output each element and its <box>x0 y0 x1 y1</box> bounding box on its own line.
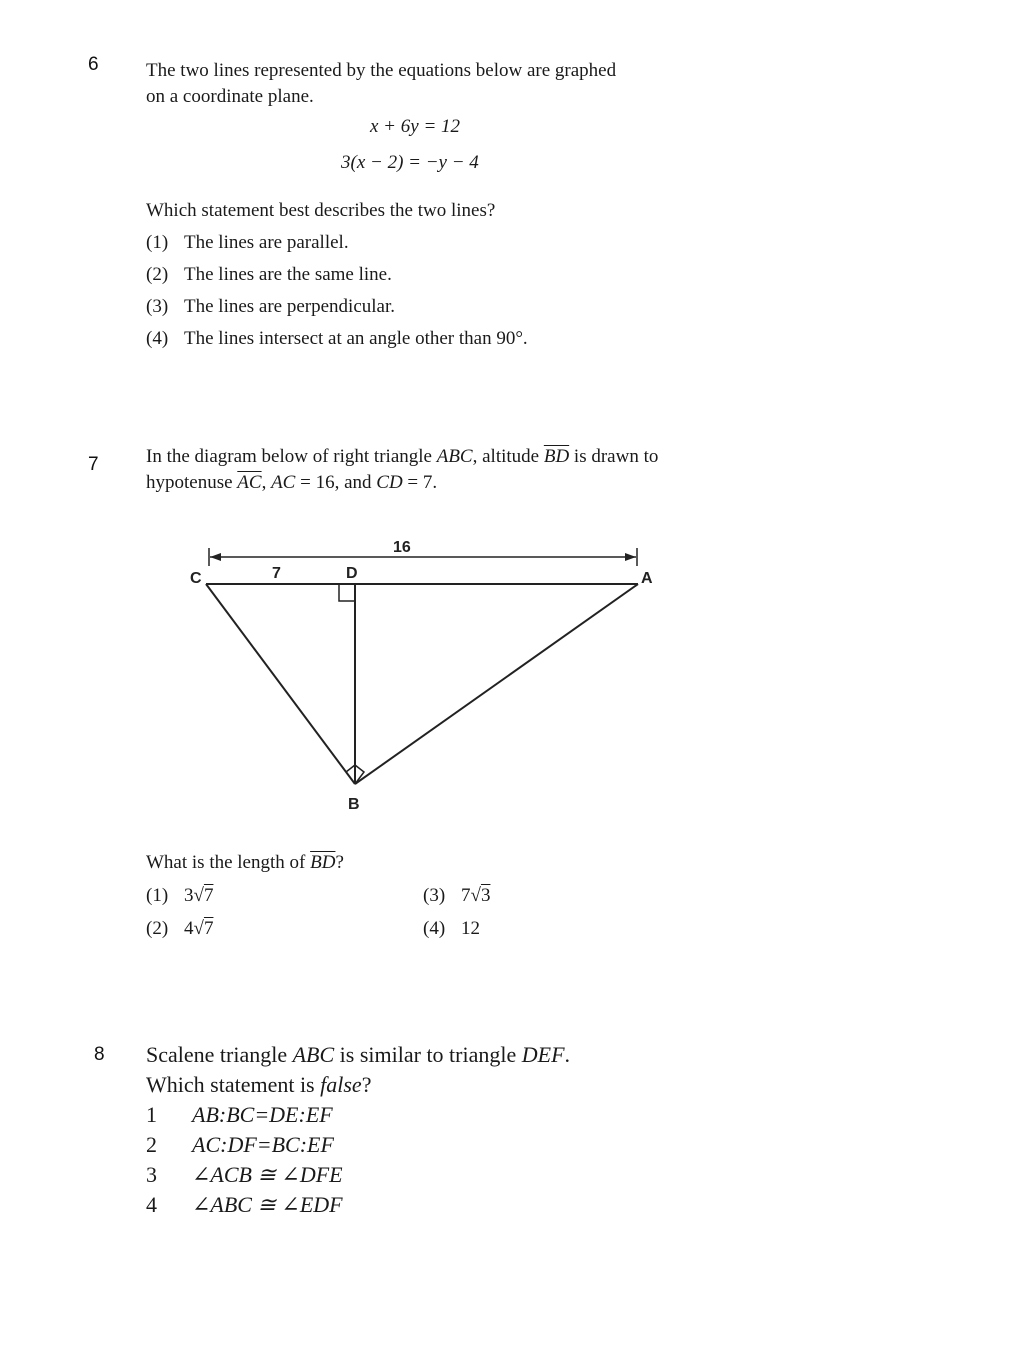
dimension-arrow-right <box>625 553 636 561</box>
q6-stem-line1: The two lines represented by the equations below are graphed <box>146 60 617 81</box>
question-number-6: 6 <box>88 54 99 75</box>
q8-choice-3[interactable]: 3 ∠ACB ≅ ∠DFE <box>146 1162 343 1187</box>
q6-choice-1[interactable]: (1) The lines are parallel. <box>146 232 349 253</box>
right-angle-mark-d <box>339 584 355 601</box>
side-ab <box>355 584 638 784</box>
side-cb <box>206 584 355 784</box>
q7-question: What is the length of $\overline{BD}$? <box>146 852 344 873</box>
q8-choice-1[interactable]: 1 AB:BC=DE:EF <box>146 1102 333 1127</box>
q7-choice-2[interactable]: (2) 4√7 <box>146 918 214 939</box>
q8-choice-4[interactable]: 4 ∠ABC ≅ ∠EDF <box>146 1192 343 1217</box>
length-label-ac: 16 <box>393 539 411 556</box>
q7-choice-4[interactable]: (4) 12 <box>423 918 480 939</box>
question-number-8: 8 <box>94 1044 105 1065</box>
q7-stem-line2: hypotenuse $\overline{AC}$, AC = 16, and CD = 7. <box>146 472 438 493</box>
vertex-label-c: C <box>190 570 202 587</box>
vertex-label-a: A <box>641 570 653 587</box>
q8-choice-2[interactable]: 2 AC:DF=BC:EF <box>146 1132 334 1157</box>
q6-choice-4[interactable]: (4) The lines intersect at an angle other than 90°. <box>146 328 528 349</box>
q6-equation-1: x + 6y = 12 <box>370 116 461 137</box>
q6-question: Which statement best describes the two lines? <box>146 200 496 221</box>
q8-stem-line2: Which statement is false? <box>146 1072 372 1097</box>
question-number-7: 7 <box>88 454 99 475</box>
q6-choice-3[interactable]: (3) The lines are perpendicular. <box>146 296 396 317</box>
q6-choice-2[interactable]: (2) The lines are the same line. <box>146 264 392 285</box>
dimension-arrow-left <box>210 553 221 561</box>
q7-choice-1[interactable]: (1) 3√7 <box>146 885 214 906</box>
q8-stem-line1: Scalene triangle ABC is similar to triangle DEF. <box>146 1042 571 1067</box>
q6-stem-line2: on a coordinate plane. <box>146 86 314 107</box>
q6-equation-2: 3(x − 2) = −y − 4 <box>341 152 479 173</box>
q7-stem-line1: In the diagram below of right triangle ABC, altitude $\overline{BD}$ is drawn to <box>146 446 659 467</box>
vertex-label-d: D <box>346 565 358 582</box>
q7-choice-3[interactable]: (3) 7√3 <box>423 885 491 906</box>
length-label-cd: 7 <box>272 565 281 582</box>
vertex-label-b: B <box>348 796 360 813</box>
